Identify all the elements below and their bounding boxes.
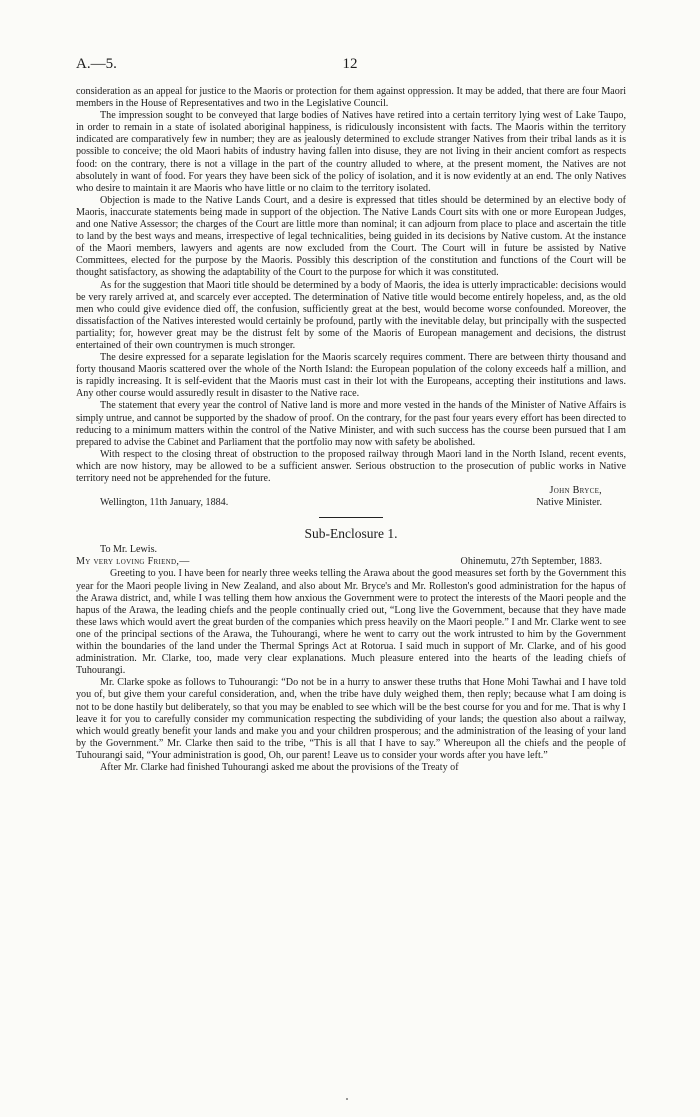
paragraph-impression: The impression sought to be conveyed that large bodies of Natives have retired into a certain territory lying west of Lake Taupo, in order to remain in a state of isolated aboriginal happiness, is ridiculously inconsistent with facts. The Maoris within the territory indicated are comparatively few in number; they are as jealously determined to exclude stranger Natives from their tribal lands as it is possible to conceive; the old Maori habits of industry having fallen into disuse, they are not living in their ancient comfort as respects food: on the contrary, there is not a village in the part of the country alluded to where, at the present moment, the Natives are not absolutely in want of food. For years they have been sick of the policy of isolation, and it is now evidently at an end. The only Natives who desire to maintain it are Maoris who have little or no claim to the territory isolated. xyxy=(76,110,626,194)
signatory-name: John Bryce, xyxy=(549,485,602,497)
section-divider xyxy=(319,517,383,518)
enclosure-title: Sub-Enclosure 1. xyxy=(304,526,398,542)
signature-place-row xyxy=(76,497,626,509)
enclosure-paragraph-greeting: Greeting to you. I have been for nearly three weeks telling the Arawa about the good measures set forth by the Government this year for the Maori people living in New Zealand, and also about Mr. Bryce's and Mr. Rolleston's good administration for the hapus of the Arawa district, and, while I was telling them how anxious the Government were to protect the interests of the Maori people and the hapus of the Arawa, the leading chiefs and the people continually cried out, “Long live the Government, because that they have made these laws which would avert the great burden of the companies which press heavily on the Maori people.” I and Mr. Clarke went to see one of the principal sections of the Arawa, the Tuhourangi, where he went to carry out the work intrusted to him by the Government within the boundaries of the land under the Thermal Springs Act at Rotorua. I said much in support of Mr. Clarke, and of his good administration. Mr. Clarke, too, made very clear explanations. Much pleasure entered into the hearts of the leading chiefs of Tuhourangi. xyxy=(76,568,626,677)
enclosure-paragraph-clarke-speech: Mr. Clarke spoke as follows to Tuhourangi: “Do not be in a hurry to answer these truths that Hone Mohi Tawhai and I have told you of, but give them your careful consideration, and, when the tribe have duly weighed them, then reply; because what I am doing is not to be done hastily but deliberately, so that you may be enabled to see which will be the best course for you and for me. That is why I leave it for you to carefully consider my communication respecting the subdividing of your lands; the question also about a railway, which would greatly benefit your lands and make you and your children prosperous; and the administration of the leasing of your land by the Government.” Mr. Clarke then said to the tribe, “This is all that I have to say.” Whereupon all the chiefs and the people of Tuhourangi said, “Your administration is good, Oh, our parent! Leave us to consider your words after you have left.” xyxy=(76,677,626,761)
paragraph-railway: With respect to the closing threat of obstruction to the proposed railway through Maori land in the North Island, recent events, which are now history, may be allowed to be a sufficient answer. Serious obstruction to the prosecution of public works in Native territory need not be apprehended for the future. xyxy=(76,448,626,484)
document-reference: A.—5. xyxy=(76,56,117,72)
enclosure-place-date: Ohinemutu, 27th September, 1883. xyxy=(460,556,602,568)
page-mark xyxy=(346,1098,348,1100)
paragraph-native-affairs: The statement that every year the control of Native land is more and more vested in the hands of the Minister of Native Affairs is simply untrue, and cannot be supported by the shadow of proof. On the contrary, for the past four years every effort has been directed to reducing to a minimum matters within the control of the Native Minister, and with such success has the course been pursued that I am prepared to advise the Cabinet and Parliament that the portfolio may now with safety be abolished. xyxy=(76,400,626,448)
enclosure-salutation-row xyxy=(76,556,626,568)
signatory-title: Native Minister. xyxy=(536,497,602,509)
enclosure-salutation: My very loving Friend,— xyxy=(76,556,190,568)
paragraph-maori-title: As for the suggestion that Maori title should be determined by a body of Maoris, the idea is utterly impracticable: decisions would be very rarely arrived at, and scarcely ever accepted. The determination of Native title would become entirely hopeless, and, as the old men who could give evidence died off, the confusion, sufficiently great at the best, would become worse confounded. Moreover, the dissatisfaction of the Natives interested would certainly be profound, partly with the inevitable delay, but principally with the suspected partiality; for, however great may be the distrust felt by some of the Maoris of European management and decisions, the distrust entertained of their own countrymen is much stronger. xyxy=(76,279,626,351)
enclosure-paragraph-treaty: After Mr. Clarke had finished Tuhourangi asked me about the provisions of the Treaty of xyxy=(100,761,459,773)
document-body xyxy=(76,86,626,774)
signature-place-date: Wellington, 11th January, 1884. xyxy=(100,497,229,509)
paragraph-continuation: consideration as an appeal for justice to the Maoris or protection for them against oppression. It may be added, that there are four Maori members in the House of Representatives and two in the Legislative Council. xyxy=(76,86,626,110)
signature-name-row xyxy=(76,485,626,497)
enclosure-addressee: To Mr. Lewis. xyxy=(100,544,158,556)
paragraph-lands-court: Objection is made to the Native Lands Court, and a desire is expressed that titles should be determined by an elective body of Maoris, inaccurate statements being made in support of the objection. The Native Lands Court sits with one or more European Judges, and one Native Assessor; the charges of the Court are little more than nominal; it can adjourn from place to place and ascertain the title to land by the best ways and means, irrespective of legal technicalities, being guided in its decisions by Native custom. At the instance of the Maori members, lawyers and agents are now excluded from the Court. The Court will in future be assisted by Native Committees, elected for the purpose by the Maoris. Possibly this description of the constitution and functions of the Court will be thought satisfactory, as showing the adaptability of the Court to the purpose for which it was constituted. xyxy=(76,194,626,279)
page-number: 12 xyxy=(342,56,358,72)
paragraph-separate-legislation: The desire expressed for a separate legislation for the Maoris scarcely requires comment. There are between thirty thousand and forty thousand Maoris scattered over the whole of the North Island: the European population of the colony exceeds half a million, and is rapidly increasing. It is self-evident that the Maoris must cast in their lot with the Europeans, accepting their institutions and laws. Any other course would assuredly result in disaster to the Native race. xyxy=(76,352,626,400)
